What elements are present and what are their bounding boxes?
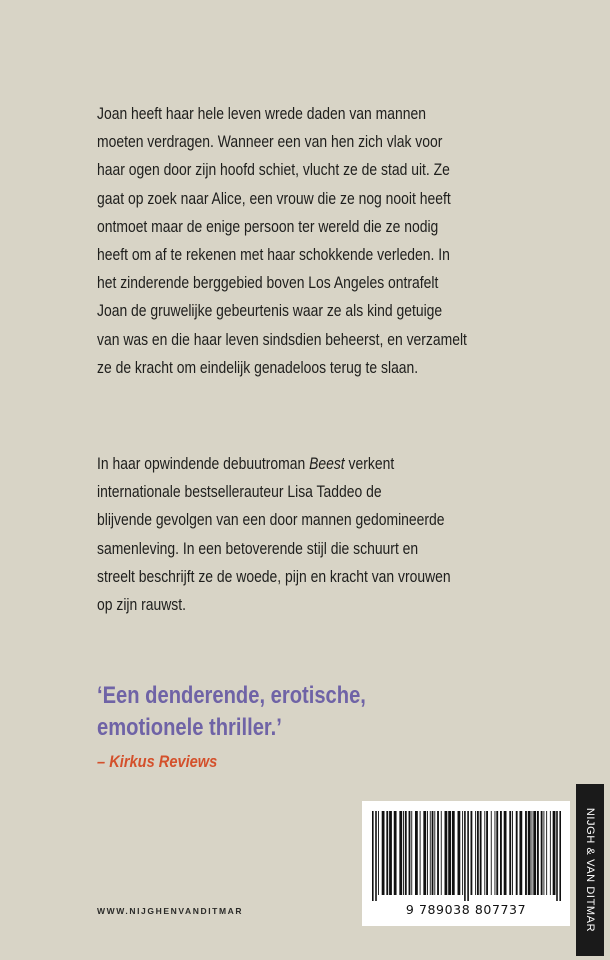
blurb-text: In haar opwindende debuutroman	[97, 455, 310, 473]
barcode-bar	[496, 811, 498, 895]
barcode-bar	[445, 811, 448, 895]
barcode-bar	[386, 811, 388, 895]
quote-line: emotionele thriller.’	[97, 714, 282, 741]
blurb-line: van was en die haar leven sindsdien beheerst, en verzamelt	[97, 330, 467, 349]
barcode-bar	[525, 811, 527, 895]
barcode-bar	[533, 811, 536, 895]
review-quote	[97, 680, 366, 744]
barcode-bar	[495, 811, 496, 895]
barcode	[362, 801, 570, 926]
blurb-line: samenleving. In een betoverende stijl die schuurt en	[97, 539, 419, 558]
barcode-bar	[448, 811, 451, 895]
barcode-bar	[420, 811, 421, 895]
barcode-bar	[528, 811, 531, 895]
blurb-line: heeft om af te rekenen met haar schokkende verleden. In	[97, 246, 450, 265]
barcode-bar	[480, 811, 482, 895]
barcode-bar	[553, 811, 556, 895]
barcode-bar	[452, 811, 455, 895]
barcode-bar	[559, 811, 561, 901]
barcode-bar	[389, 811, 392, 895]
barcode-bar	[512, 811, 513, 895]
barcode-bar	[537, 811, 539, 895]
barcode-bar	[458, 811, 461, 895]
blurb-line: gaat op zoek naar Alice, een vrouw die ze nog nooit heeft	[97, 189, 451, 208]
barcode-bar	[486, 811, 488, 895]
barcode-bar	[467, 811, 469, 901]
barcode-bar	[434, 811, 435, 895]
barcode-bar	[541, 811, 543, 895]
barcode-bar	[519, 811, 522, 895]
barcode-bar	[509, 811, 511, 895]
barcode-bar	[441, 811, 442, 895]
blurb-line: Joan de gruwelijke gebeurtenis waar ze als kind getuige	[97, 302, 443, 321]
barcode-bar	[427, 811, 428, 895]
barcode-bar	[411, 811, 412, 895]
blurb-paragraph-2	[97, 450, 540, 619]
book-title: Beest	[309, 455, 345, 473]
blurb-line: blijvende gevolgen van een door mannen gedomineerde	[97, 511, 445, 530]
blurb-text: verkent	[344, 455, 395, 473]
blurb-line: haar ogen door zijn hoofd schiet, vlucht ze de stad uit. Ze	[97, 161, 450, 180]
blurb-line: moeten verdragen. Wanneer een van hen zich vlak voor	[97, 133, 443, 152]
spine-publisher: NIJGH & VAN DITMAR	[584, 807, 596, 933]
spine-label	[576, 784, 604, 956]
barcode-bar	[491, 811, 492, 895]
barcode-bar	[375, 811, 377, 901]
barcode-bar	[462, 811, 463, 895]
barcode-bar	[475, 811, 476, 895]
barcode-bar	[430, 811, 431, 895]
barcode-bar	[399, 811, 402, 895]
quote-source: – Kirkus Reviews	[97, 752, 218, 771]
barcode-bar	[516, 811, 518, 895]
barcode-bar	[477, 811, 479, 895]
barcode-bar	[415, 811, 418, 895]
barcode-bar	[464, 811, 466, 901]
barcode-bar	[378, 811, 379, 895]
blurb-line: streelt beschrijft ze de woede, pijn en kracht van vrouwen	[97, 567, 451, 586]
barcode-bars	[372, 811, 561, 901]
quote-line: ‘Een denderende, erotische,	[97, 682, 366, 709]
barcode-bar	[546, 811, 547, 895]
barcode-bar	[532, 811, 533, 895]
barcode-bar	[550, 811, 551, 895]
blurb-line: op zijn rauwst.	[97, 596, 186, 615]
barcode-bar	[437, 811, 439, 895]
publisher-website: WWW.NIJGHENVANDITMAR	[97, 906, 244, 916]
blurb-line: ze de kracht om eindelijk genadeloos terug te slaan.	[97, 358, 419, 377]
blurb-line	[97, 450, 540, 478]
barcode-bar	[432, 811, 434, 895]
barcode-bar	[543, 811, 544, 895]
barcode-bar	[423, 811, 426, 895]
barcode-bar	[484, 811, 485, 895]
barcode-bar	[403, 811, 404, 895]
barcode-bar	[556, 811, 558, 901]
barcode-bar	[394, 811, 397, 895]
blurb-line: het zinderende berggebied boven Los Angeles ontrafelt	[97, 274, 439, 293]
blurb-line: internationale bestsellerauteur Lisa Taddeo de	[97, 483, 382, 502]
blurb-paragraph-1	[97, 100, 540, 382]
barcode-bar	[405, 811, 407, 895]
isbn-number: 9 789038 807737	[405, 902, 527, 917]
barcode-bar	[372, 811, 374, 901]
barcode-bar	[471, 811, 473, 895]
barcode-bar	[382, 811, 385, 895]
barcode-bar	[504, 811, 507, 895]
barcode-bar	[409, 811, 411, 895]
blurb-line: Joan heeft haar hele leven wrede daden van mannen	[97, 105, 426, 123]
barcode-bar	[500, 811, 502, 895]
blurb-line: ontmoet maar de enige persoon ter wereld die ze nodig	[97, 217, 439, 236]
